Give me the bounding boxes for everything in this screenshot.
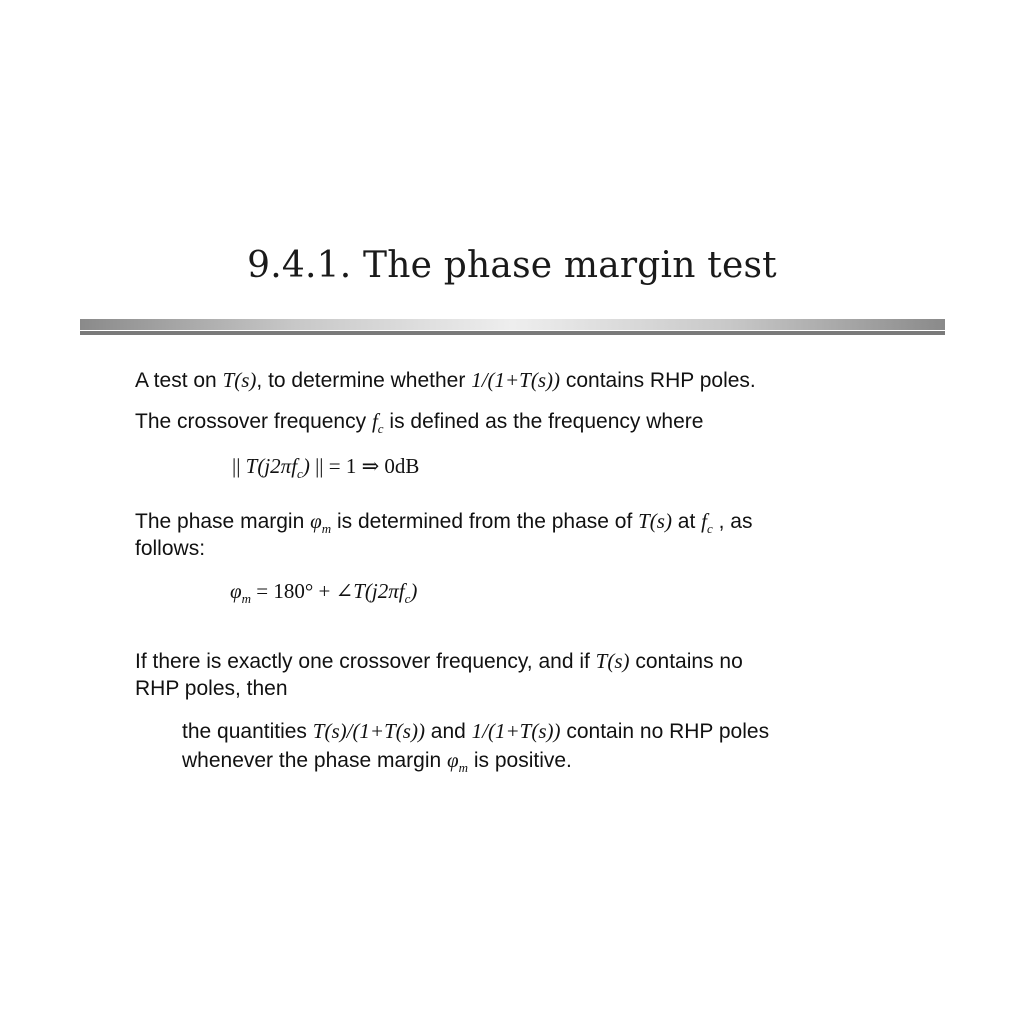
crossover-frequency-symbol-2: f xyxy=(701,509,707,533)
phase-margin-eq-subscript: m xyxy=(241,591,252,606)
norm-open: || xyxy=(232,454,246,478)
crossover-text-a: The crossover frequency xyxy=(135,410,372,433)
phase-margin-eq-middle: = 180° + ∠ xyxy=(251,579,354,603)
loop-gain-symbol-3: T(s) xyxy=(595,649,630,673)
crossover-definition xyxy=(135,407,703,443)
phase-text-c: is determined from the phase of xyxy=(331,510,639,533)
phase-margin-eq-symbol: φ xyxy=(230,579,242,603)
intro-text-a: A test on xyxy=(135,369,223,392)
intro-text-e: contains RHP poles. xyxy=(560,369,756,392)
phase-margin-symbol: φ xyxy=(310,509,322,533)
loop-gain-symbol: T(s) xyxy=(222,368,257,392)
phase-margin-continuation: follows: xyxy=(135,537,206,560)
phase-margin-eq-expression-subscript: c xyxy=(404,591,411,606)
divider-gradient-bar xyxy=(80,319,945,330)
phase-margin-eq-expression: T(j2πf xyxy=(353,579,405,603)
conclusion-cont-text-c: is positive. xyxy=(468,749,572,772)
slide-title: 9.4.1. The phase margin test xyxy=(247,245,777,286)
magnitude-equation xyxy=(232,452,419,488)
conclusion-text-a: the quantities xyxy=(182,720,313,743)
phase-text-e: at xyxy=(671,510,702,533)
divider-dark-bar xyxy=(80,331,945,335)
loop-gain-symbol-2: T(s) xyxy=(638,509,672,533)
phase-margin-equation xyxy=(230,577,417,613)
condition-text-c: contains no xyxy=(629,650,743,673)
title-divider xyxy=(80,319,945,337)
crossover-text-c: is defined as the frequency where xyxy=(383,410,704,433)
phase-text-g: , as xyxy=(712,510,753,533)
closed-loop-expression-2: 1/(1+T(s)) xyxy=(471,719,561,743)
phase-margin-definition xyxy=(135,507,752,543)
closed-loop-ratio-expression: T(s)/(1+T(s)) xyxy=(312,719,425,743)
crossover-frequency-subscript-2: c xyxy=(707,521,713,536)
phase-margin-eq-close: ) xyxy=(410,579,418,603)
phase-text-a: The phase margin xyxy=(135,510,311,533)
intro-sentence xyxy=(135,366,756,395)
conclusion-sentence xyxy=(182,717,769,746)
crossover-frequency-subscript: c xyxy=(377,421,384,436)
magnitude-expression-close: ) xyxy=(302,454,310,478)
phase-margin-subscript-2: m xyxy=(458,760,469,775)
intro-text-c: , to determine whether xyxy=(256,369,472,392)
closed-loop-expression: 1/(1+T(s)) xyxy=(471,368,561,392)
conclusion-cont-text-a: whenever the phase margin xyxy=(182,749,447,772)
conclusion-text-c: and xyxy=(424,720,472,743)
crossover-frequency-symbol: f xyxy=(371,409,378,433)
magnitude-expression: T(j2πf xyxy=(245,454,298,478)
condition-text-a: If there is exactly one crossover frequency, and if xyxy=(135,650,596,673)
phase-margin-symbol-2: φ xyxy=(447,748,459,772)
phase-margin-subscript: m xyxy=(321,521,332,536)
condition-continuation: RHP poles, then xyxy=(135,677,288,700)
magnitude-expression-subscript: c xyxy=(297,466,303,481)
conclusion-text-e: contain no RHP poles xyxy=(560,720,770,743)
condition-sentence xyxy=(135,647,743,676)
magnitude-result: || = 1 ⇒ 0dB xyxy=(309,454,420,478)
conclusion-continuation xyxy=(182,746,572,782)
